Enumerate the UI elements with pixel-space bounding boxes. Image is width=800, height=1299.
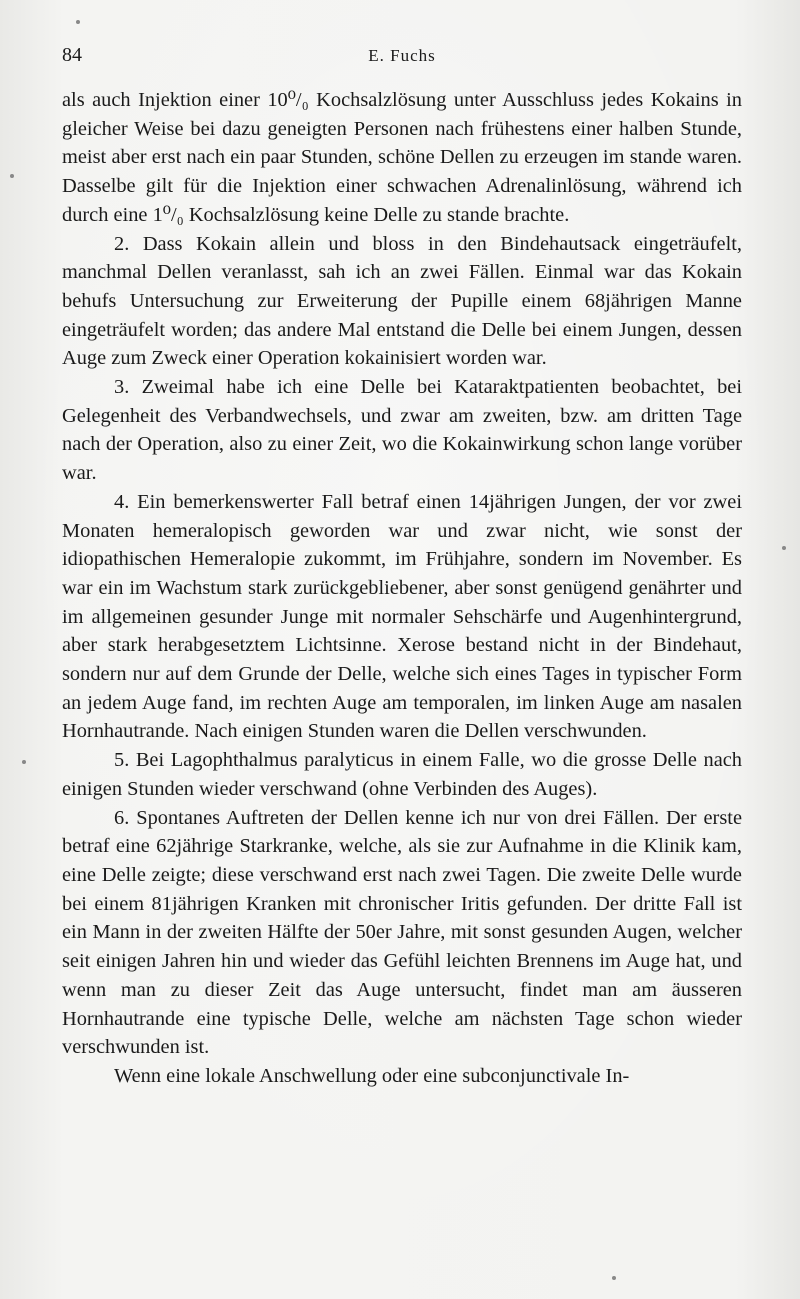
- paper-speck: [76, 20, 80, 24]
- body-text: [62, 86, 742, 1091]
- page-number: 84: [62, 44, 82, 66]
- paragraph-7: Wenn eine lokale Anschwellung oder eine subconjunctivale In-: [114, 1064, 630, 1087]
- paragraph-1: als auch Injektion einer 10⁰/₀ Kochsalzlösung unter Ausschluss jedes Kokains in gleicher Weise bei dazu geneigten Personen nach frühestens einer halben Stunde, meist aber erst nach ein paar Stunden, schöne Dellen zu erzeugen im stande waren. Dasselbe gilt für die Injektion einer schwachen Adrenalinlösung, während ich durch eine 1⁰/₀ Kochsalzlösung keine Delle zu stande brachte.: [62, 89, 742, 226]
- running-title: E. Fuchs: [368, 46, 436, 65]
- running-head: [62, 44, 742, 74]
- paper-speck: [10, 174, 14, 178]
- paragraph-3: 3. Zweimal habe ich eine Delle bei Kataraktpatienten beobachtet, bei Gelegenheit des Verbandwechsels, und zwar am zweiten, bzw. am dritten Tage nach der Operation, also zu einer Zeit, wo die Kokainwirkung schon lange vorüber war.: [62, 376, 742, 485]
- paragraph-6: 6. Spontanes Auftreten der Dellen kenne ich nur von drei Fällen. Der erste betraf eine 62jährige Starkranke, welche, als sie zur Aufnahme in die Klinik kam, eine Delle zeigte; diese verschwand erst nach zwei Tagen. Die zweite Delle wurde bei einem 81jährigen Kranken mit chronischer Iritis gefunden. Der dritte Fall ist ein Mann in der zweiten Hälfte der 50er Jahre, mit sonst gesunden Augen, welcher seit einigen Jahren hin und wieder das Gefühl leichten Brennens im Auge hat, und wenn man zu dieser Zeit das Auge untersucht, findet man am äusseren Hornhautrande eine typische Delle, welche am nächsten Tage schon wieder verschwunden ist.: [62, 806, 742, 1059]
- paper-speck: [22, 760, 26, 764]
- paper-speck: [612, 1276, 616, 1280]
- paragraph-4: 4. Ein bemerkenswerter Fall betraf einen 14jährigen Jungen, der vor zwei Monaten hemeralopisch geworden war und zwar nicht, wie sonst der idiopathischen Hemeralopie zukommt, im Frühjahre, sondern im November. Es war ein im Wachstum stark zurückgebliebener, aber sonst genügend genährter und im allgemeinen gesunder Junge mit normaler Sehschärfe und Augenhintergrund, aber stark herabgesetztem Lichtsinne. Xerose bestand nicht in der Bindehaut, sondern nur auf dem Grunde der Delle, welche sich eines Tages in typischer Form an jedem Auge fand, im rechten Auge am temporalen, im linken Auge am nasalen Hornhautrande. Nach einigen Stunden waren die Dellen verschwunden.: [62, 490, 742, 743]
- paragraph-5: 5. Bei Lagophthalmus paralyticus in einem Falle, wo die grosse Delle nach einigen Stunden wieder verschwand (ohne Verbinden des Auges).: [62, 749, 742, 800]
- paper-speck: [782, 546, 786, 550]
- paragraph-2: 2. Dass Kokain allein und bloss in den Bindehautsack eingeträufelt, manchmal Dellen veranlasst, sah ich an zwei Fällen. Einmal war das Kokain behufs Untersuchung zur Erweiterung der Pupille einem 68jährigen Manne eingeträufelt worden; das andere Mal entstand die Delle bei einem Jungen, dessen Auge zum Zweck einer Operation kokainisiert worden war.: [62, 232, 742, 370]
